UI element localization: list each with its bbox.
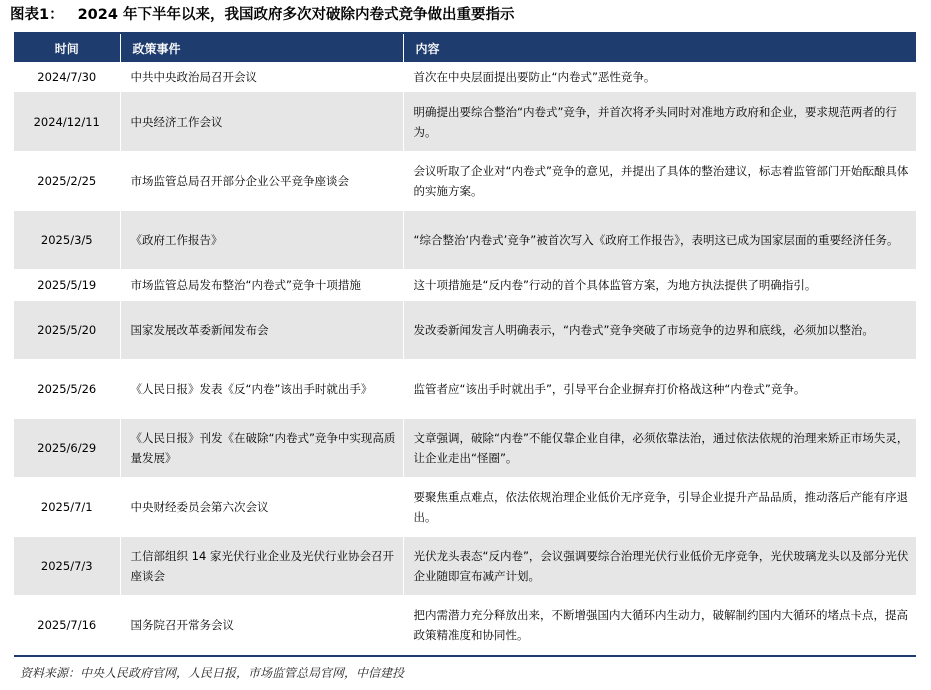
table-row: [14, 301, 916, 360]
cell-event: 中共中央政治局召开会议: [120, 63, 403, 92]
cell-time: 2025/7/1: [14, 478, 120, 537]
cell-time: 2025/2/25: [14, 152, 120, 211]
cell-content: 会议听取了企业对“内卷式”竞争的意见，并提出了具体的整治建议，标志着监管部门开始酝酿具体的实施方案。: [403, 152, 916, 211]
header-time: 时间: [14, 33, 120, 63]
cell-content: 把内需潜力充分释放出来，不断增强国内大循环内生动力，破解制约国内大循环的堵点卡点，提高政策精准度和协同性。: [403, 596, 916, 656]
cell-content: 这十项措施是“反内卷”行动的首个具体监管方案，为地方执法提供了明确指引。: [403, 270, 916, 301]
cell-event: 《政府工作报告》: [120, 211, 403, 270]
cell-event: 工信部组织 14 家光伏行业企业及光伏行业协会召开座谈会: [120, 537, 403, 596]
cell-content: “综合整治‘内卷式’竞争”被首次写入《政府工作报告》，表明这已成为国家层面的重要经济任务。: [403, 211, 916, 270]
cell-time: 2025/7/3: [14, 537, 120, 596]
cell-content: 光伏龙头表态“反内卷”，会议强调要综合治理光伏行业低价无序竞争，光伏玻璃龙头以及部分光伏企业随即宣布减产计划。: [403, 537, 916, 596]
cell-content: 监管者应“该出手时就出手”，引导平台企业摒弃打价格战这种“内卷式”竞争。: [403, 360, 916, 419]
table-row: [14, 419, 916, 478]
cell-time: 2025/6/29: [14, 419, 120, 478]
cell-event: 市场监管总局召开部分企业公平竞争座谈会: [120, 152, 403, 211]
table-row: [14, 537, 916, 596]
cell-content: 发改委新闻发言人明确表示，“内卷式”竞争突破了市场竞争的边界和底线，必须加以整治。: [403, 301, 916, 360]
table-row: [14, 92, 916, 152]
header-event: 政策事件: [120, 33, 403, 63]
cell-time: 2024/12/11: [14, 92, 120, 152]
cell-event: 国务院召开常务会议: [120, 596, 403, 656]
header-content: 内容: [403, 33, 916, 63]
table-row: [14, 596, 916, 656]
cell-event: 国家发展改革委新闻发布会: [120, 301, 403, 360]
cell-time: 2025/5/20: [14, 301, 120, 360]
table-header-row: [14, 33, 916, 63]
cell-event: 《人民日报》发表《反“内卷”该出手时就出手》: [120, 360, 403, 419]
table-row: [14, 63, 916, 92]
table-row: [14, 152, 916, 211]
table-row: [14, 270, 916, 301]
table-row: [14, 211, 916, 270]
cell-time: 2025/5/26: [14, 360, 120, 419]
figure-title: [10, 3, 925, 27]
cell-content: 明确提出要综合整治“内卷式”竞争，并首次将矛头同时对准地方政府和企业，要求规范两者的行为。: [403, 92, 916, 152]
cell-content: 首次在中央层面提出要防止“内卷式”恶性竞争。: [403, 63, 916, 92]
figure-title-text: 2024 年下半年以来，我国政府多次对破除内卷式竞争做出重要指示: [77, 7, 515, 23]
figure-label: 图表1：: [10, 7, 64, 23]
cell-event: 中央经济工作会议: [120, 92, 403, 152]
cell-event: 《人民日报》刊发《在破除“内卷式”竞争中实现高质量发展》: [120, 419, 403, 478]
source-note: 资料来源：中央人民政府官网，人民日报，市场监管总局官网，中信建投: [20, 666, 405, 680]
cell-content: 要聚焦重点难点，依法依规治理企业低价无序竞争，引导企业提升产品品质，推动落后产能有序退出。: [403, 478, 916, 537]
cell-time: 2025/3/5: [14, 211, 120, 270]
cell-time: 2025/7/16: [14, 596, 120, 656]
cell-event: 市场监管总局发布整治“内卷式”竞争十项措施: [120, 270, 403, 301]
cell-time: 2025/5/19: [14, 270, 120, 301]
cell-time: 2024/7/30: [14, 63, 120, 92]
table-row: [14, 360, 916, 419]
table-row: [14, 478, 916, 537]
policy-table: [14, 32, 916, 657]
cell-event: 中央财经委员会第六次会议: [120, 478, 403, 537]
cell-content: 文章强调，破除“内卷”不能仅靠企业自律，必须依靠法治，通过依法依规的治理来矫正市场失灵，让企业走出“怪圈”。: [403, 419, 916, 478]
